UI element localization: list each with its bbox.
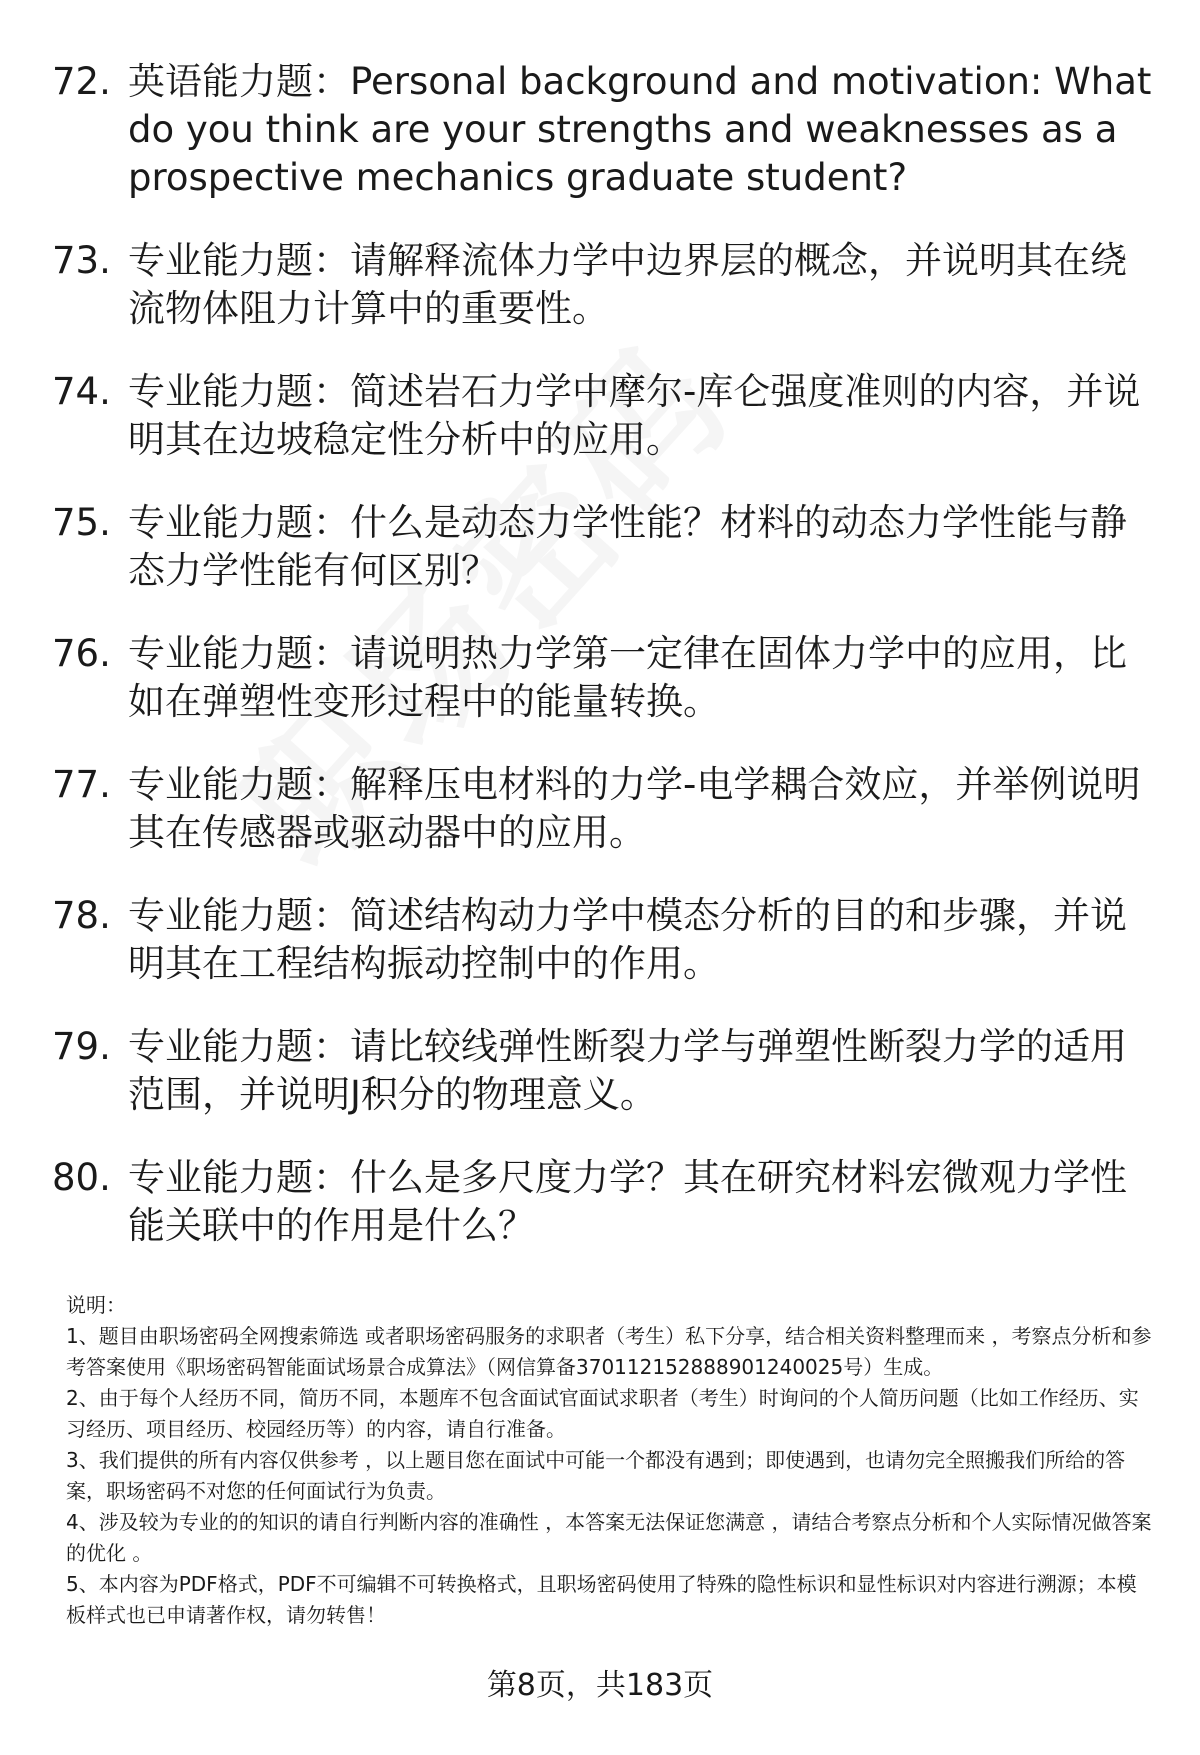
question-text: 专业能力题：请比较线弹性断裂力学与弹塑性断裂力学的适用范围，并说明J积分的物理意义。 [128,1025,1127,1116]
question-item [52,499,1157,595]
question-text: 专业能力题：请说明热力学第一定律在固体力学中的应用，比如在弹塑性变形过程中的能量转换。 [128,632,1127,723]
question-number: 78. [52,894,111,937]
question-text: 专业能力题：解释压电材料的力学-电学耦合效应，并举例说明其在传感器或驱动器中的应用。 [128,763,1141,854]
question-list [52,58,1157,1285]
question-number: 80. [52,1156,111,1199]
note-item: 2、由于每个人经历不同，简历不同，本题库不包含面试官面试求职者（考生）时询问的个人简历问题（比如工作经历、实习经历、项目经历、校园经历等）的内容，请自行准备。 [66,1386,1139,1441]
note-item: 1、题目由职场密码全网搜索筛选 或者职场密码服务的求职者（考生）私下分享，结合相关资料整理而来 ，考察点分析和参考答案使用《职场密码智能面试场景合成算法》（网信算备370112152888901240025号）生成。 [66,1324,1152,1379]
question-item [52,237,1157,333]
notes-section [66,1290,1156,1631]
question-item [52,892,1157,988]
question-item [52,630,1157,726]
question-number: 73. [52,239,111,282]
question-item [52,1154,1157,1250]
question-number: 74. [52,370,111,413]
question-text: 专业能力题：简述结构动力学中模态分析的目的和步骤，并说明其在工程结构振动控制中的作用。 [128,894,1127,985]
question-number: 76. [52,632,111,675]
question-item [52,58,1157,202]
note-item: 3、我们提供的所有内容仅供参考 ，以上题目您在面试中可能一个都没有遇到；即使遇到，也请勿完全照搬我们所给的答案，职场密码不对您的任何面试行为负责。 [66,1448,1126,1503]
notes-heading: 说明： [66,1293,126,1317]
question-text: 专业能力题：什么是多尺度力学？其在研究材料宏微观力学性能关联中的作用是什么？ [128,1156,1127,1247]
question-item [52,761,1157,857]
question-text: 英语能力题：Personal background and motivation: What do you think are your strengths and weaknesses as a prospective mechanics graduate student? [128,60,1152,199]
question-item [52,1023,1157,1119]
question-item [52,368,1157,464]
note-item: 4、涉及较为专业的的知识的请自行判断内容的准确性 ，本答案无法保证您满意 ，请结合考察点分析和个人实际情况做答案的优化 。 [66,1510,1152,1565]
question-number: 79. [52,1025,111,1068]
question-text: 专业能力题：什么是动态力学性能？材料的动态力学性能与静态力学性能有何区别？ [128,501,1127,592]
question-number: 75. [52,501,111,544]
question-number: 77. [52,763,111,806]
page-number: 第8页，共183页 [486,1668,714,1703]
question-number: 72. [52,60,111,103]
question-text: 专业能力题：简述岩石力学中摩尔-库仑强度准则的内容，并说明其在边坡稳定性分析中的应用。 [128,370,1141,461]
note-item: 5、本内容为PDF格式，PDF不可编辑不可转换格式，且职场密码使用了特殊的隐性标识和显性标识对内容进行溯源；本模板样式也已申请著作权，请勿转售！ [66,1572,1137,1627]
question-text: 专业能力题：请解释流体力学中边界层的概念，并说明其在绕流物体阻力计算中的重要性。 [128,239,1127,330]
